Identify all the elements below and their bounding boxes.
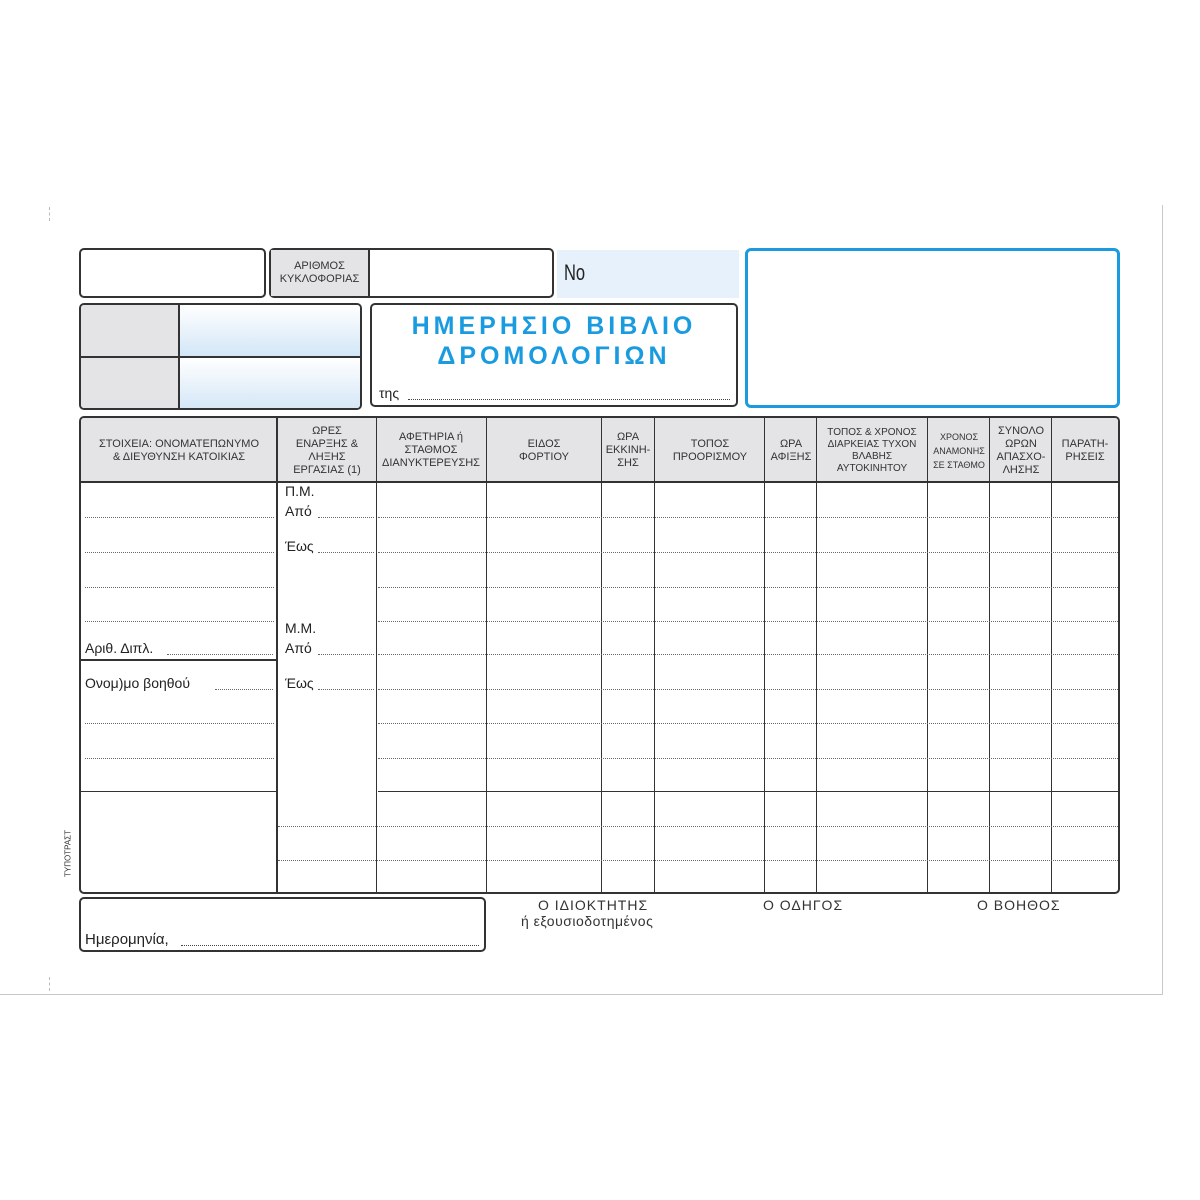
column-header: ΣΥΝΟΛΟ ΩΡΩΝ ΑΠΑΣΧΟ- ΛΗΣΗΣ — [996, 424, 1046, 476]
from-label-2: Από — [285, 640, 312, 656]
to-label-2: Έως — [285, 675, 314, 691]
assistant-separator — [81, 791, 277, 792]
from-label-1: Από — [285, 503, 312, 519]
col-divider — [376, 418, 377, 892]
column-header: ΩΡΑ ΕΚΚΙΝΗ- ΣΗΣ — [605, 431, 651, 469]
row-line — [85, 758, 274, 759]
row-line — [378, 621, 1118, 622]
col-divider — [989, 418, 990, 892]
column-header: ΤΟΠΟΣ & ΧΡΟΝΟΣ ΔΙΑΡΚΕΙΑΣ ΤΥΧΟΝ ΒΛΑΒΗΣ ΑΥΤΟΚΙΝΗΤΟΥ — [827, 426, 917, 474]
column-header: ΤΟΠΟΣ ΠΡΟΟΡΙΣΜΟΥ — [672, 437, 748, 463]
company-box[interactable] — [79, 248, 266, 298]
column-header: ΣΤΟΙΧΕΙΑ: ΟΝΟΜΑΤΕΠΩΝΥΜΟ & ΔΙΕΥΘΥΝΣΗ ΚΑΤΟΙΚΙΑΣ — [98, 437, 260, 463]
row-line — [378, 689, 1118, 690]
assistant-signature-label: Ο ΒΟΗΘΟΣ — [977, 897, 1061, 913]
owner-signature-label: Ο ΙΔΙΟΚΤΗΤΗΣ — [538, 897, 649, 913]
col-divider — [1051, 418, 1052, 892]
col-divider — [486, 418, 487, 892]
plate-label-cell — [271, 250, 370, 296]
row-line — [378, 723, 1118, 724]
number-label: No — [564, 260, 586, 285]
to-label-1: Έως — [285, 538, 314, 554]
assistant-name-label: Ονομ)μο βοηθού — [85, 675, 190, 691]
license-label: Αριθ. Διπλ. — [85, 640, 154, 656]
info-grid — [79, 303, 362, 410]
row-line — [378, 587, 1118, 588]
driver-signature-label: Ο ΟΔΗΓΟΣ — [763, 897, 844, 913]
row-line — [85, 621, 274, 622]
to-field-1[interactable] — [318, 552, 374, 553]
plate-number-box — [269, 248, 554, 298]
row-line — [85, 552, 274, 553]
info-cell-value-1[interactable] — [180, 305, 362, 358]
from-field-1[interactable] — [318, 517, 374, 518]
row-line — [378, 517, 1118, 518]
info-cell-value-2[interactable] — [180, 358, 362, 410]
row-line — [378, 758, 1118, 759]
license-field[interactable] — [167, 654, 273, 655]
am-label: Μ.Μ. — [285, 620, 317, 636]
column-header: ΩΡΕΣ ΕΝΑΡΞΗΣ & ΛΗΞΗΣ ΕΡΓΑΣΙΑΣ (1) — [293, 424, 361, 476]
date-of-label: της — [379, 385, 400, 401]
col-divider — [601, 418, 602, 892]
date-of-field[interactable] — [408, 399, 730, 400]
owner-signature-sublabel: ή εξουσιοδοτημένος — [521, 913, 654, 929]
column-header: ΩΡΑ ΑΦΙΞΗΣ — [770, 437, 812, 463]
column-header: ΕΙΔΟΣ ΦΟΡΤΙΟΥ — [519, 437, 569, 463]
assistant-name-field[interactable] — [215, 689, 273, 690]
info-cell-label-2 — [81, 358, 180, 410]
column-header: ΑΦΕΤΗΡΙΑ ή ΣΤΑΘΜΟΣ ΔΙΑΝΥΚΤΕΡΕΥΣΗΣ — [382, 431, 480, 469]
row-line — [278, 860, 1118, 861]
date-box — [79, 897, 486, 952]
info-cell-label-1 — [81, 305, 180, 358]
plate-label: ΑΡΙΘΜΟΣ ΚΥΚΛΟΦΟΡΙΑΣ — [279, 260, 360, 285]
column-header: ΠΑΡΑΤΗ- ΡΗΣΕΙΣ — [1061, 437, 1109, 463]
stamp-box[interactable] — [745, 248, 1120, 408]
title-line-1: ΗΜΕΡΗΣΙΟ ΒΙΒΛΙΟ — [411, 312, 697, 340]
col-divider — [764, 418, 765, 892]
cut-mark-bottom — [49, 977, 50, 991]
to-field-2[interactable] — [318, 689, 374, 690]
cut-mark-top — [49, 207, 50, 221]
row-line — [378, 654, 1118, 655]
title-line-2: ΔΡΟΜΟΛΟΓΙΩΝ — [437, 342, 671, 370]
col-divider — [654, 418, 655, 892]
col-divider — [927, 418, 928, 892]
date-label: Ημερομηνία, — [85, 931, 169, 948]
from-field-2[interactable] — [318, 654, 374, 655]
date-field[interactable] — [181, 945, 479, 946]
row-line — [85, 587, 274, 588]
route-table — [79, 416, 1120, 894]
row-line — [85, 723, 274, 724]
license-separator — [81, 659, 277, 661]
column-header: ΧΡΟΝΟΣ ΑΝΑΜΟΝΗΣ ΣΕ ΣΤΑΘΜΟ — [933, 431, 985, 470]
col-divider — [816, 418, 817, 892]
row-line — [278, 826, 1118, 827]
plate-number-field[interactable] — [372, 250, 552, 296]
row-separator — [378, 791, 1118, 792]
col-divider — [276, 418, 278, 892]
row-line — [85, 517, 274, 518]
title-box — [370, 303, 738, 407]
row-line — [378, 552, 1118, 553]
pm-label: Π.Μ. — [285, 483, 315, 499]
number-area — [557, 250, 739, 298]
